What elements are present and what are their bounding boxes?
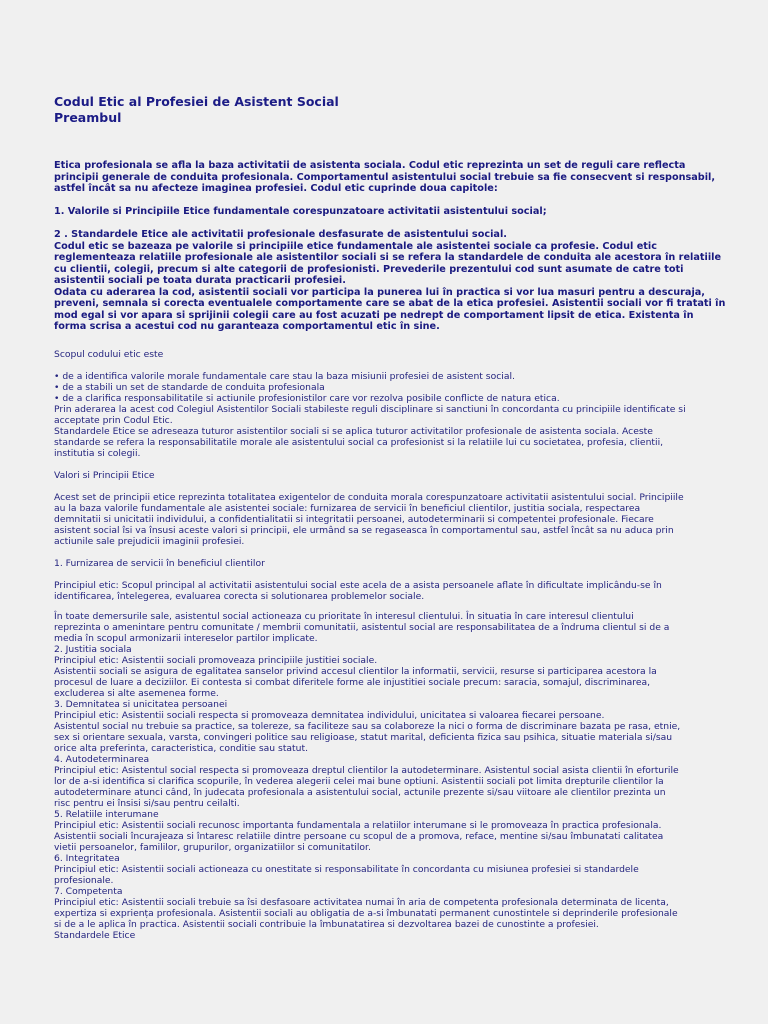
document-subtitle: Preambul [54,110,122,125]
principles-list [54,611,754,941]
text-line: Etica profesionala se afla la baza activitatii de asistenta sociala. Codul etic reprezinta un set de reguli care reflecta [54,160,686,171]
text-line: Principiul etic: Asistentii sociali actioneaza cu onestitate si responsabilitate în concordanta cu misiunea profesiei si standardele [54,863,639,875]
text-line: expertiza si expriența profesionala. Asistentii sociali au obligatia de a-si îmbunatati permanent cunostintele si deprinderile profesionale [54,907,678,919]
values-heading: Valori si Principii Etice [54,469,155,481]
preamble-section [54,160,754,333]
text-line: actiunile sale prejudicii imaginii profesiei. [54,535,245,547]
values-paragraph [54,492,754,547]
text-line: 3. Demnitatea si unicitatea persoanei [54,698,228,710]
text-line: Principiul etic: Asistentii sociali promoveaza principiile justitiei sociale. [54,654,378,666]
text-line: procesul de luare a deciziilor. Ei contesta si combat diferitele forme ale injustitiei sociale precum: saracia, somajul, discriminarea, [54,676,651,688]
text-line: Odata cu aderarea la cod, asistentii sociali vor participa la punerea lui în practica si vor lua masuri pentru a descuraja, [54,286,705,298]
chapter-item-1: 1. Valorile si Principiile Etice fundamentale corespunzatoare activitatii asistentului social; [54,206,547,217]
text-line: Codul etic se bazeaza pe valorile si principiile etice fundamentale ale asistentei sociale ca profesie. Codul etic [54,240,657,252]
text-line: Standardele Etice se adreseaza tuturor asistentilor sociali si se aplica tuturor activitatilor profesionale de asistenta sociala. Aceste [54,425,653,437]
text-line: reglementeaza relatiile profesionale ale asistentilor sociali si se refera la standardele de conduita ale acestora în relatiile [54,252,722,263]
text-line: profesionale. [54,874,114,886]
document-title: Codul Etic al Profesiei de Asistent Social [54,94,339,109]
text-line: demnitatii si unicitatii individului, a confidentialitatii si integritatii persoanei, autodeterminarii si competentei profesionale. Fiecare [54,513,654,525]
text-line: Prin aderarea la acest cod Colegiul Asistentilor Sociali stabileste reguli disciplinare si sanctiuni în concordanta cu principiile identificate si [54,403,686,415]
scope-list [54,371,754,459]
text-line: Asistentii sociali se asigura de egalitatea sanselor privind accesul clientilor la informatii, servicii, resurse si participarea acestora la [54,665,657,677]
text-line: standarde se refera la responsabilitatile morale ale asistentului social ca profesionist si la relatiile lui cu societatea, profesia, clientii, [54,436,664,448]
text-line: asistentii sociali pe toata durata practicarii profesiei. [54,275,346,286]
text-line: Principiul etic: Asistentii sociali trebuie sa îsi desfasoare activitatea numai în aria de competenta profesionala determinata de licenta, [54,896,669,908]
text-line: În toate demersurile sale, asistentul social actioneaza cu prioritate în interesul clientului. În situatia în care interesul clientului [54,610,634,622]
text-line: risc pentru ei însisi si/sau pentru ceilalti. [54,797,240,809]
text-line: 2. Justitia sociala [54,643,132,655]
preamble-paragraph-2 [54,229,754,333]
text-line: acceptate prin Codul Etic. [54,414,173,426]
text-line: reprezinta o amenintare pentru comunitate / membrii comunitatii, asistentul social are responsabilitatea de a îndruma clientul si de a [54,621,670,633]
section-1-principle [54,580,754,602]
text-line: autodeterminare atunci când, în judecata profesionala a asistentului social, actunile prezente si/sau viitoare ale clientilor prezinta un [54,786,666,798]
text-line: 5. Relatiile interumane [54,808,159,820]
scope-heading: Scopul codului etic este [54,348,164,360]
text-line: 7. Competenta [54,885,123,897]
text-line: 2 . Standardele Etice ale activitatii profesionale desfasurate de asistentului social. [54,229,507,240]
text-line: institutia si colegii. [54,447,141,459]
text-line: Principiul etic: Asistentul social respecta si promoveaza dreptul clientilor la autodeterminare. Asistentul social asista clientii în eforturile [54,764,679,776]
text-line: identificarea, întelegerea, evaluarea corecta si solutionarea problemelor sociale. [54,590,425,602]
text-line: si de a le aplica în practica. Asistentii sociali contribuie la îmbunatatirea si dezvoltarea bazei de cunostinte a profesiei. [54,918,599,930]
text-line: 4. Autodeterminarea [54,753,150,765]
text-line: mod egal si vor apara si sprijinii colegii care au fost acuzati pe nedrept de comportament lipsit de etica. Existenta în [54,309,694,321]
text-line: astfel încât sa nu afecteze imaginea profesiei. Codul etic cuprinde doua capitole: [54,183,498,194]
text-line: Principiul etic: Asistentii sociali respecta si promoveaza demnitatea individului, unicitatea si valoarea fiecarei persoane. [54,709,605,721]
text-line: media în scopul armonizarii intereselor partilor implicate. [54,632,318,644]
text-line: excluderea si alte asemenea forme. [54,687,219,699]
text-line: Asistentii sociali încurajeaza si întaresc relatiile dintre persoane cu scopul de a promova, reface, mentine si/sau îmbunatati calitatea [54,830,664,842]
text-line: • de a clarifica responsabilitatile si actiunile profesionistilor care vor rezolva posibile conflicte de natura etica. [54,392,560,404]
text-line: Principiul etic: Asistentii sociali recunosc importanta fundamentala a relatiilor interumane si le promoveaza în practica profesionala. [54,819,662,831]
text-line: preveni, semnala si corecta eventualele comportamente care se abat de la etica profesiei. Asistentii sociali vor fi tratati în [54,298,726,309]
text-line: • de a identifica valorile morale fundamentale care stau la baza misiunii profesiei de asistent social. [54,370,515,382]
text-line: Acest set de principii etice reprezinta totalitatea exigentelor de conduita morala corespunzatoare activitatii asistentului social. Principiile [54,491,684,503]
text-line: asistent social îsi va însusi aceste valori si principii, ele urmând sa se regaseasca în comportamentul sau, astfel încât sa nu aduca prin [54,524,674,536]
preamble-paragraph-1 [54,160,754,195]
text-line: Asistentul social nu trebuie sa practice, sa tolereze, sa faciliteze sau sa colaboreze la nici o forma de discriminare bazata pe rasa, etnie, [54,720,681,732]
text-line: cu clientii, colegii, precum si alte categorii de profesionisti. Prevederile prezentului cod sunt asumate de catre toti [54,263,684,275]
text-line: Standardele Etice [54,929,136,941]
text-line: lor de a-si identifica si clarifica scopurile, în vederea alegerii celei mai bune optiuni. Asistentii sociali pot limita drepturile clientilor la [54,775,664,787]
text-line: principii generale de conduita profesionala. Comportamentul asistentului social trebuie sa fie consecvent si responsabil, [54,171,716,183]
text-line: forma scrisa a acestui cod nu garanteaza comportamentul etic în sine. [54,321,440,332]
text-line: • de a stabili un set de standarde de conduita profesionala [54,381,325,393]
text-line: au la baza valorile fundamentale ale asistentei sociale: furnizarea de servicii în beneficiul clientilor, justitia sociala, respectarea [54,502,641,514]
body-section [54,349,754,941]
text-line: vietii persoanelor, famililor, grupurilor, organizatiilor si comunitatilor. [54,841,371,853]
text-line: 6. Integritatea [54,852,120,864]
text-line: orice alta preferinta, caracteristica, conditie sau statut. [54,742,309,754]
document-content [54,94,754,941]
section-1-heading: 1. Furnizarea de servicii în beneficiul clientilor [54,557,265,569]
text-line: sex si orientare sexuala, varsta, convingeri politice sau religioase, statut marital, deficienta fizica sau psihica, situatie materiala si/sau [54,731,673,743]
text-line: Principiul etic: Scopul principal al activitatii asistentului social este acela de a asista persoanele aflate în dificultate implicându-se în [54,579,662,591]
